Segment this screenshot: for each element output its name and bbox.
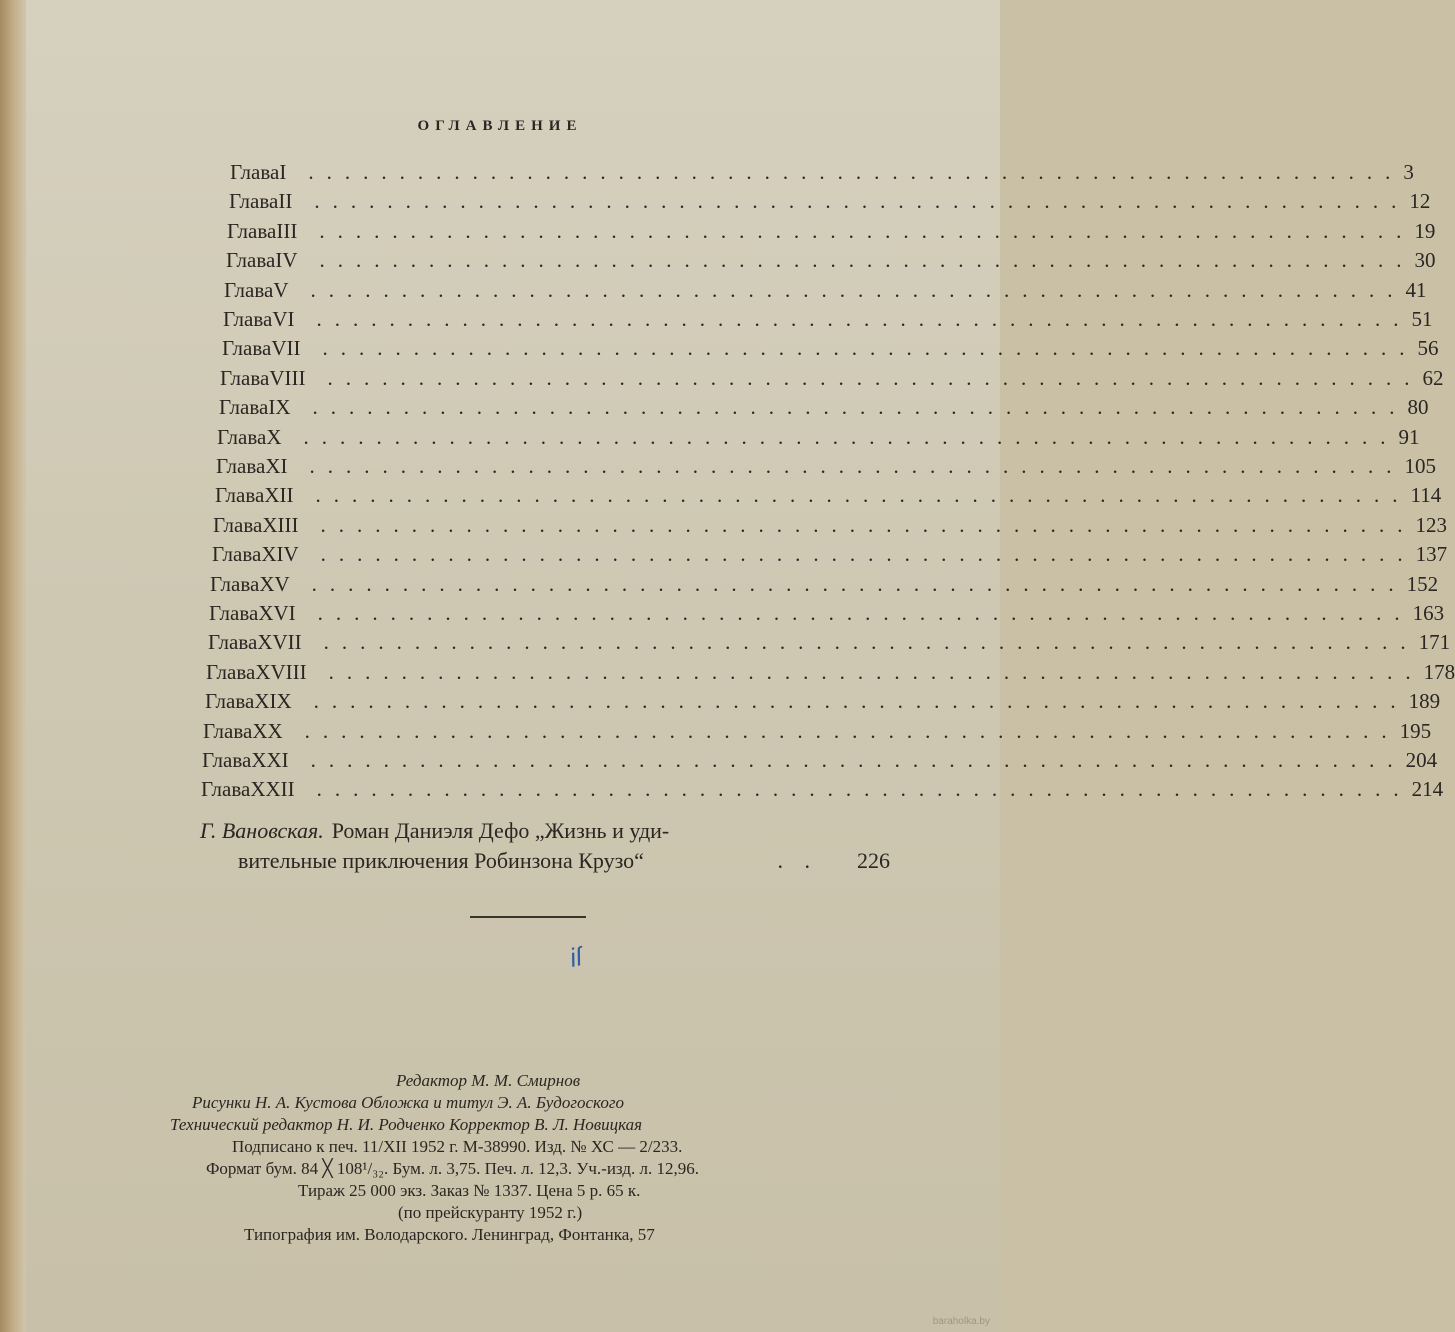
toc-row bbox=[229, 187, 1431, 215]
leader-dots: ............................................................ bbox=[303, 425, 1399, 449]
leader-dots: ............................................................ bbox=[315, 483, 1411, 507]
chapter-label: Глава bbox=[217, 425, 267, 449]
chapter-number: V bbox=[273, 278, 289, 302]
colophon-signed: Подписано к печ. 11/XII 1952 г. М-38990. Изд. № ХС — 2/233. bbox=[232, 1137, 683, 1156]
chapter-number: IX bbox=[268, 395, 291, 419]
toc-title: ОГЛАВЛЕНИЕ bbox=[417, 118, 583, 134]
toc-row bbox=[202, 746, 1438, 774]
chapter-page-number: 171 bbox=[1418, 630, 1451, 654]
toc-row bbox=[208, 628, 1451, 656]
chapter-number: XVIII bbox=[255, 660, 307, 684]
toc-row bbox=[205, 687, 1441, 715]
chapter-label: Глава bbox=[223, 307, 273, 331]
chapter-page-number: 105 bbox=[1404, 454, 1436, 478]
chapter-label: Глава bbox=[230, 160, 280, 184]
chapter-number: XII bbox=[264, 483, 294, 507]
toc-row bbox=[216, 452, 1436, 480]
chapter-number: XVII bbox=[257, 630, 302, 654]
chapter-label: Глава bbox=[219, 395, 269, 419]
chapter-number: II bbox=[278, 189, 293, 213]
chapter-label: Глава bbox=[216, 454, 266, 478]
colophon-format: Формат бум. 84 ╳ 108¹/₃₂. Бум. л. 3,75. Печ. л. 12,3. Уч.-изд. л. 12,96. bbox=[206, 1159, 699, 1178]
chapter-label: Глава bbox=[222, 336, 272, 360]
toc-row bbox=[224, 276, 1427, 304]
colophon-illustrations: Рисунки Н. А. Кустова Обложка и титул Э. А. Будогоского bbox=[192, 1093, 624, 1112]
toc-row bbox=[215, 481, 1442, 509]
toc-row bbox=[222, 334, 1439, 362]
chapter-number: VI bbox=[272, 307, 295, 331]
chapter-number: VII bbox=[271, 336, 301, 360]
leader-dots: ............................................................ bbox=[313, 689, 1409, 713]
leader-dots: ............................................................ bbox=[309, 454, 1405, 478]
chapter-number: IV bbox=[275, 248, 298, 272]
chapter-number: XI bbox=[265, 454, 288, 478]
leader-dots: ............................................................ bbox=[319, 219, 1415, 243]
chapter-label: Глава bbox=[209, 601, 259, 625]
colophon-price-note: (по прейскуранту 1952 г.) bbox=[398, 1203, 583, 1222]
chapter-label: Глава bbox=[226, 248, 276, 272]
essay-leader-dots: . . bbox=[777, 848, 818, 873]
chapter-page-number: 3 bbox=[1403, 160, 1414, 184]
chapter-number: X bbox=[266, 425, 282, 449]
chapter-label: Глава bbox=[227, 219, 277, 243]
chapter-label: Глава bbox=[212, 542, 262, 566]
chapter-page-number: 163 bbox=[1412, 601, 1445, 625]
colophon-print-run: Тираж 25 000 экз. Заказ № 1337. Цена 5 р. 65 к. bbox=[298, 1181, 641, 1200]
leader-dots: ............................................................ bbox=[308, 160, 1404, 184]
chapter-label: Глава bbox=[215, 483, 265, 507]
leader-dots: ............................................................ bbox=[310, 278, 1406, 302]
chapter-number: XVI bbox=[258, 601, 296, 625]
chapter-label: Глава bbox=[220, 366, 270, 390]
toc-row bbox=[226, 246, 1436, 274]
chapter-page-number: 12 bbox=[1409, 189, 1431, 213]
chapter-label: Глава bbox=[208, 630, 258, 654]
toc-row bbox=[212, 540, 1448, 568]
chapter-page-number: 189 bbox=[1408, 689, 1441, 713]
leader-dots: ............................................................ bbox=[320, 513, 1416, 537]
chapter-page-number: 152 bbox=[1406, 572, 1439, 596]
chapter-label: Глава bbox=[201, 777, 251, 801]
leader-dots: ............................................................ bbox=[323, 630, 1419, 654]
chapter-label: Глава bbox=[203, 719, 253, 743]
toc-row bbox=[219, 393, 1429, 421]
essay-page-number: 226 bbox=[857, 848, 890, 873]
essay-author: Г. Вановская. bbox=[200, 818, 324, 843]
chapter-label: Глава bbox=[229, 189, 279, 213]
toc-row bbox=[217, 423, 1420, 451]
chapter-page-number: 19 bbox=[1414, 219, 1436, 243]
chapter-label: Глава bbox=[210, 572, 260, 596]
chapter-label: Глава bbox=[205, 689, 255, 713]
leader-dots: ............................................................ bbox=[316, 307, 1412, 331]
chapter-page-number: 51 bbox=[1411, 307, 1433, 331]
leader-dots: ............................................................ bbox=[317, 601, 1413, 625]
toc-row bbox=[213, 511, 1447, 539]
toc-row bbox=[203, 717, 1432, 745]
toc-row bbox=[206, 658, 1455, 686]
chapter-label: Глава bbox=[206, 660, 256, 684]
chapter-page-number: 123 bbox=[1415, 513, 1447, 537]
chapter-number: XX bbox=[252, 719, 283, 743]
leader-dots: ............................................................ bbox=[322, 336, 1418, 360]
chapter-number: VIII bbox=[269, 366, 306, 390]
chapter-page-number: 41 bbox=[1405, 278, 1427, 302]
chapter-page-number: 30 bbox=[1414, 248, 1436, 272]
chapter-number: III bbox=[276, 219, 298, 243]
toc-row bbox=[220, 364, 1444, 392]
toc-row bbox=[227, 217, 1436, 245]
leader-dots: ............................................................ bbox=[320, 542, 1416, 566]
colophon-tech-editor: Технический редактор Н. И. Родченко Корректор В. Л. Новицкая bbox=[170, 1115, 643, 1134]
essay-title-line2: вительные приключения Робинзона Крузо“ bbox=[238, 848, 644, 873]
essay-title-line1: Роман Даниэля Дефо „Жизнь и уди- bbox=[331, 818, 670, 843]
toc-row bbox=[201, 775, 1444, 803]
page-edge bbox=[0, 0, 26, 1332]
chapter-number: I bbox=[279, 160, 287, 184]
watermark: baraholka.by bbox=[932, 1316, 990, 1327]
chapter-number: XIV bbox=[261, 542, 299, 566]
chapter-page-number: 137 bbox=[1415, 542, 1448, 566]
divider-rule bbox=[470, 916, 586, 918]
chapter-number: XXI bbox=[251, 748, 289, 772]
toc-row bbox=[223, 305, 1433, 333]
colophon-editor: Редактор М. М. Смирнов bbox=[396, 1071, 581, 1090]
chapter-number: XXII bbox=[250, 777, 295, 801]
chapter-page-number: 178 bbox=[1423, 660, 1455, 684]
chapter-page-number: 80 bbox=[1407, 395, 1429, 419]
leader-dots: ............................................................ bbox=[311, 572, 1407, 596]
colophon bbox=[140, 1070, 940, 1246]
pen-mark: iſ bbox=[566, 941, 585, 973]
chapter-label: Глава bbox=[202, 748, 252, 772]
chapter-page-number: 56 bbox=[1417, 336, 1439, 360]
chapter-page-number: 62 bbox=[1422, 366, 1444, 390]
toc-row bbox=[209, 599, 1445, 627]
chapter-label: Глава bbox=[213, 513, 263, 537]
leader-dots: ............................................................ bbox=[328, 660, 1424, 684]
leader-dots: ............................................................ bbox=[319, 248, 1415, 272]
colophon-printer: Типография им. Володарского. Ленинград, Фонтанка, 57 bbox=[244, 1225, 655, 1244]
essay-entry bbox=[200, 816, 890, 876]
chapter-page-number: 91 bbox=[1398, 425, 1420, 449]
leader-dots: ............................................................ bbox=[304, 719, 1400, 743]
leader-dots: ............................................................ bbox=[316, 777, 1412, 801]
chapter-page-number: 204 bbox=[1405, 748, 1438, 772]
chapter-label: Глава bbox=[224, 278, 274, 302]
leader-dots: ............................................................ bbox=[310, 748, 1406, 772]
chapter-page-number: 114 bbox=[1410, 483, 1442, 507]
chapter-page-number: 195 bbox=[1399, 719, 1432, 743]
leader-dots: ............................................................ bbox=[327, 366, 1423, 390]
chapter-number: XV bbox=[259, 572, 290, 596]
chapter-page-number: 214 bbox=[1411, 777, 1444, 801]
leader-dots: ............................................................ bbox=[314, 189, 1410, 213]
leader-dots: ............................................................ bbox=[312, 395, 1408, 419]
toc-row bbox=[230, 158, 1414, 186]
toc-row bbox=[210, 570, 1439, 598]
chapter-number: XIII bbox=[262, 513, 299, 537]
chapter-number: XIX bbox=[254, 689, 292, 713]
